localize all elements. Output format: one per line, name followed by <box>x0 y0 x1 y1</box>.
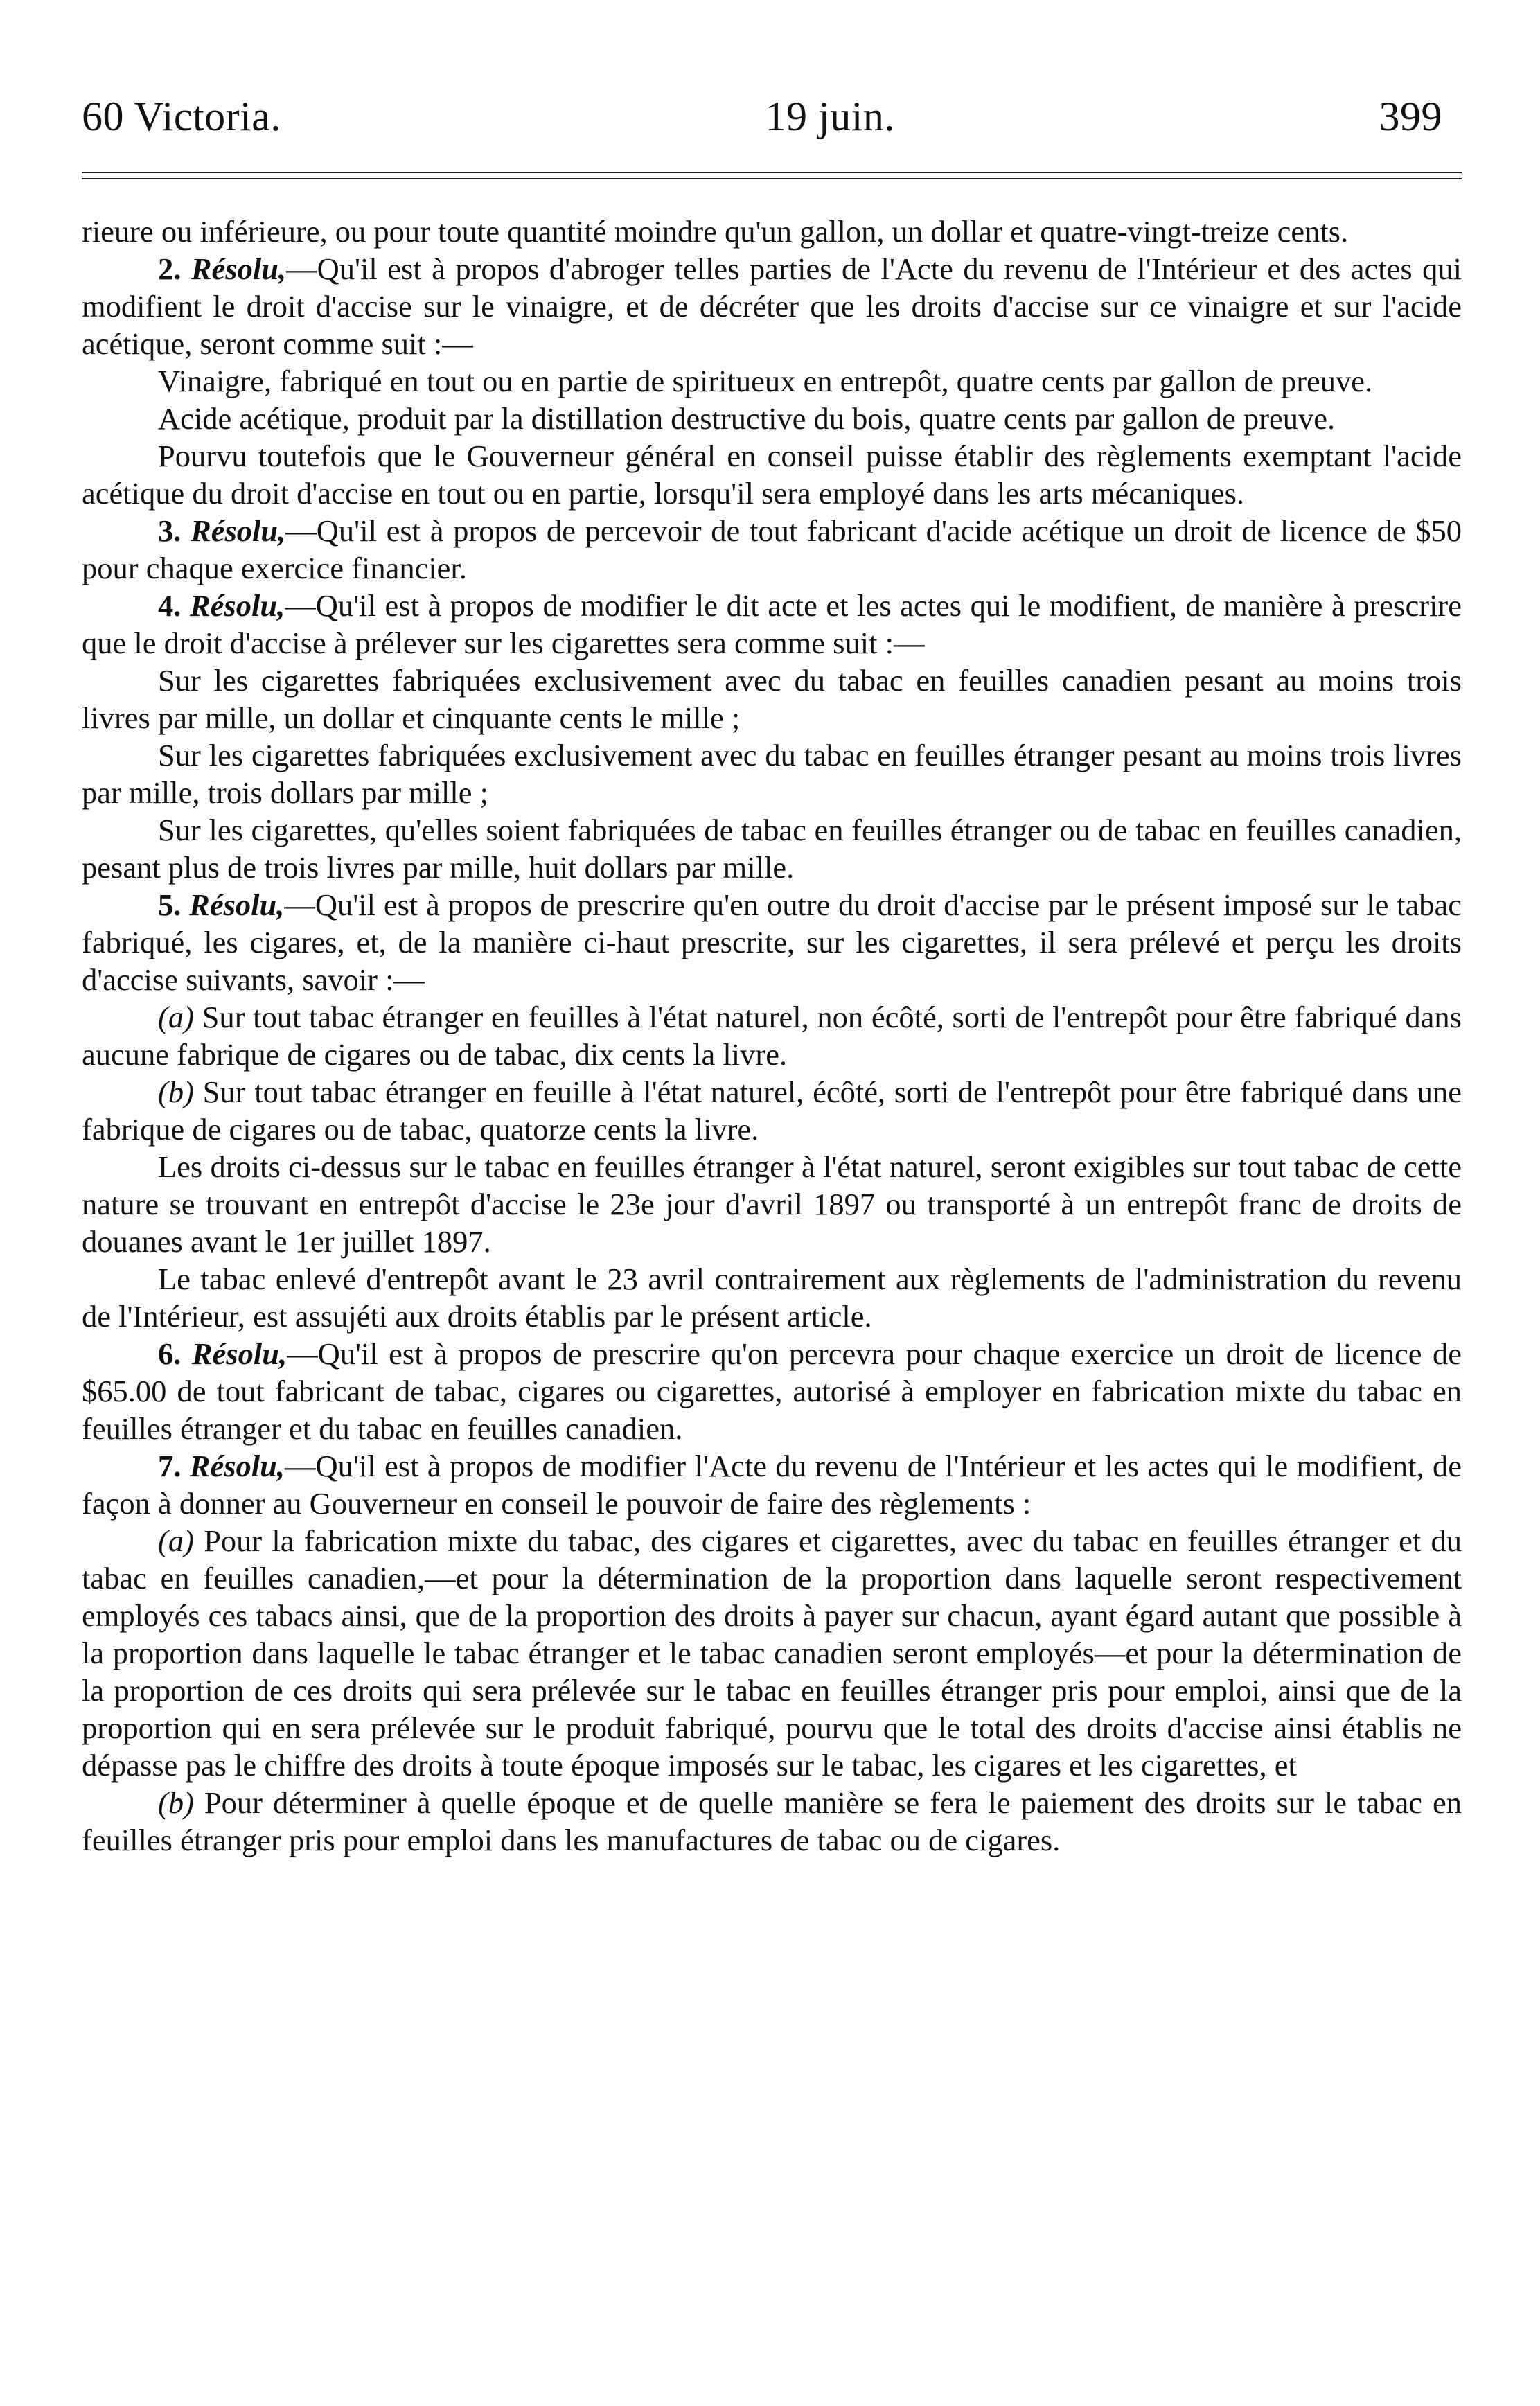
paragraph-text: Sur les cigarettes fabriquées exclusivement avec du tabac en feuilles étranger pesant au moins trois livres par mille, trois dollars par mille ; <box>82 738 1462 810</box>
document-body <box>82 213 1462 1859</box>
clause-label: (a) <box>158 1000 194 1034</box>
paragraph-text: Les droits ci-dessus sur le tabac en feuilles étranger à l'état naturel, seront exigibles sur tout tabac de cette nature se trouvant en entrepôt d'accise le 23e jour d'avril 1897 ou transporté à un entrepôt franc de droits de douanes avant le 1er juillet 1897. <box>82 1149 1462 1259</box>
resolu-label: Résolu, <box>191 1336 287 1371</box>
header-date: 19 juin. <box>765 94 895 139</box>
paragraph-text: Pourvu toutefois que le Gouverneur général en conseil puisse établir des règlements exemptant l'acide acétique du droit d'accise en tout ou en partie, lorsqu'il sera employé dans les arts mécaniques. <box>82 439 1462 511</box>
paragraph <box>82 1148 1462 1260</box>
session-label: 60 Victoria. <box>82 94 281 139</box>
paragraph-text: Sur les cigarettes fabriquées exclusivement avec du tabac en feuilles canadien pesant au moins trois livres par mille, un dollar et cinquante cents le mille ; <box>82 663 1462 735</box>
resolu-label: Résolu, <box>191 251 287 286</box>
paragraph-text: —Qu'il est à propos de percevoir de tout fabricant d'acide acétique un droit de licence de $50 pour chaque exercice financier. <box>82 513 1462 585</box>
resolution-number: 2. <box>158 251 182 286</box>
paragraph-text: Sur tout tabac étranger en feuilles à l'état naturel, non écôté, sorti de l'entrepôt pour être fabriqué dans aucune fabrique de cigares ou de tabac, dix cents la livre. <box>82 1000 1462 1072</box>
paragraph <box>82 662 1462 736</box>
paragraph-text: Pour déterminer à quelle époque et de quelle manière se fera le paiement des droits sur le tabac en feuilles étranger pris pour emploi dans les manufactures de tabac ou de cigares. <box>82 1785 1462 1857</box>
resolu-label: Résolu, <box>191 513 286 548</box>
resolution-6 <box>82 1335 1462 1447</box>
paragraph-continuation <box>82 213 1462 250</box>
paragraph <box>82 362 1462 400</box>
page-number: 399 <box>1379 94 1442 139</box>
clause-b <box>82 1073 1462 1148</box>
paragraph-text: Pour la fabrication mixte du tabac, des cigares et cigarettes, avec du tabac en feuilles étranger et du tabac en feuilles canadien,—et pour la détermination de la proportion dans laquelle seront respectivement employés ces tabacs ainsi, que de la proportion des droits à payer sur chacun, ayant égard autant que possible à la proportion dans laquelle le tabac étranger et le tabac canadien seront employés—et pour la détermination de la proportion de ces droits qui sera prélevée sur le tabac en feuilles étranger pris pour emploi, ainsi que de la proportion qui en sera prélevée sur le produit fabriqué, pourvu que le total des droits d'accise ainsi établis ne dépasse pas le chiffre des droits à toute époque imposés sur le tabac, les cigares et les cigarettes, et <box>82 1523 1462 1783</box>
paragraph <box>82 1260 1462 1335</box>
clause-a <box>82 998 1462 1073</box>
page <box>82 89 1462 1859</box>
resolution-5 <box>82 886 1462 998</box>
paragraph-text: Acide acétique, produit par la distillation destructive du bois, quatre cents par gallon de preuve. <box>158 401 1336 436</box>
paragraph <box>82 736 1462 811</box>
paragraph <box>82 437 1462 512</box>
paragraph-text: Vinaigre, fabriqué en tout ou en partie de spiritueux en entrepôt, quatre cents par gallon de preuve. <box>158 364 1373 398</box>
clause-a <box>82 1522 1462 1784</box>
paragraph-text: Sur les cigarettes, qu'elles soient fabriquées de tabac en feuilles étranger ou de tabac en feuilles canadien, pesant plus de trois livres par mille, huit dollars par mille. <box>82 813 1462 885</box>
resolution-2 <box>82 250 1462 362</box>
resolution-number: 5. <box>158 887 182 922</box>
resolu-label: Résolu, <box>189 887 285 922</box>
paragraph <box>82 400 1462 437</box>
resolution-number: 7. <box>158 1449 182 1483</box>
resolution-number: 3. <box>158 513 182 548</box>
resolution-4 <box>82 587 1462 662</box>
paragraph-text: —Qu'il est à propos de prescrire qu'en outre du droit d'accise par le présent imposé sur le tabac fabriqué, les cigares, et, de la manière ci-haut prescrite, sur les cigarettes, il sera prélevé et perçu les droits d'accise suivants, savoir :— <box>82 887 1462 997</box>
resolu-label: Résolu, <box>189 1449 285 1483</box>
paragraph-text: Sur tout tabac étranger en feuille à l'état naturel, écôté, sorti de l'entrepôt pour être fabriqué dans une fabrique de cigares ou de tabac, quatorze cents la livre. <box>82 1074 1462 1147</box>
resolu-label: Résolu, <box>189 588 285 623</box>
paragraph-text: —Qu'il est à propos de modifier le dit acte et les actes qui le modifient, de manière à prescrire que le droit d'accise à prélever sur les cigarettes sera comme suit :— <box>82 588 1462 660</box>
paragraph-text: rieure ou inférieure, ou pour toute quantité moindre qu'un gallon, un dollar et quatre-vingt-treize cents. <box>82 214 1349 249</box>
resolution-3 <box>82 512 1462 587</box>
running-header <box>82 89 1462 144</box>
resolution-number: 6. <box>158 1336 182 1371</box>
clause-label: (a) <box>158 1523 194 1558</box>
paragraph-text: —Qu'il est à propos de prescrire qu'on percevra pour chaque exercice un droit de licence de $65.00 de tout fabricant de tabac, cigares ou cigarettes, autorisé à employer en fabrication mixte du tabac en feuilles étranger et du tabac en feuilles canadien. <box>82 1336 1462 1446</box>
header-double-rule <box>82 172 1462 179</box>
clause-label: (b) <box>158 1074 194 1109</box>
paragraph-text: —Qu'il est à propos d'abroger telles parties de l'Acte du revenu de l'Intérieur et des actes qui modifient le droit d'accise sur le vinaigre, et de décréter que les droits d'accise sur ce vinaigre et sur l'acide acétique, seront comme suit :— <box>82 251 1462 361</box>
paragraph-text: Le tabac enlevé d'entrepôt avant le 23 avril contrairement aux règlements de l'administration du revenu de l'Intérieur, est assujéti aux droits établis par le présent article. <box>82 1262 1462 1334</box>
resolution-7 <box>82 1447 1462 1522</box>
clause-label: (b) <box>158 1785 194 1820</box>
paragraph <box>82 811 1462 886</box>
clause-b <box>82 1784 1462 1859</box>
resolution-number: 4. <box>158 588 182 623</box>
paragraph-text: —Qu'il est à propos de modifier l'Acte du revenu de l'Intérieur et les actes qui le modifient, de façon à donner au Gouverneur en conseil le pouvoir de faire des règlements : <box>82 1449 1462 1521</box>
